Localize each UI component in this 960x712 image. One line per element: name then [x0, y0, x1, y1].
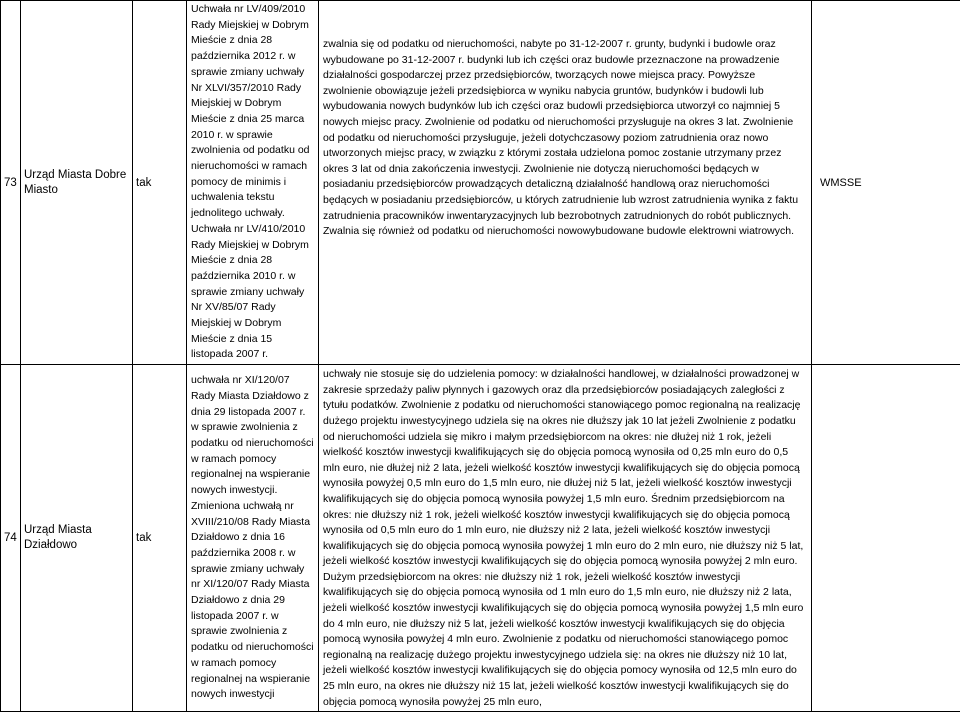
- form-value: tak: [133, 365, 187, 712]
- beneficiary: WMSSE: [812, 1, 960, 365]
- legal-basis: uchwała nr XI/120/07 Rady Miasta Działdowo z dnia 29 listopada 2007 r. w sprawie zwolnienia z podatku od nieruchomości w ramach pomocy regionalnej na wspieranie nowych inwestycji. Zmieniona uchwałą nr XVIII/210/08 Rady Miasta Działdowo z dnia 16 października 2008 r. w sprawie zmiany uchwały nr XI/120/07 Rady Miasta Działdowo z dnia 29 listopada 2007 r. w sprawie zwolnienia z podatku od nieruchomości w ramach pomocy regionalnej na wspieranie nowych inwestycji: [187, 365, 319, 712]
- legal-basis: Uchwała nr LV/409/2010 Rady Miejskiej w Dobrym Mieście z dnia 28 października 2012 r. w sprawie zmiany uchwały Nr XLVI/357/2010 Rady Miejskiej w Dobrym Mieście z dnia 25 marca 2010 r. w sprawie zwolnienia od podatku od nieruchomości w ramach pomocy de minimis i uchwalenia tekstu jednolitego uchwały. Uchwała nr LV/410/2010 Rady Miejskiej w Dobrym Mieście z dnia 28 października 2010 r. w sprawie zmiany uchwały Nr XV/85/07 Rady Miejskiej w Dobrym Mieście z dnia 15 listopada 2007 r.: [187, 1, 319, 365]
- relief-content: zwalnia się od podatku od nieruchomości, nabyte po 31-12-2007 r. grunty, budynki i budowle oraz wybudowane po 31-12-2007 r. budynki lub ich części oraz budowle przeznaczone na prowadzenie działalności gospodarczej przez przedsiębiorców, tworzących nowe miejsca pracy. Powyższe zwolnienie obowiązuje jeżeli przedsiębiorca w wyniku nabycia gruntów, budynków i budowli lub wybudowania nowych budynków lub ich części oraz budowli przedsiębiorca utworzył co najmniej 5 nowych miejsc pracy. Zwolnienie od podatku od nieruchomości przysługuje na okres 3 lat. Zwolnienie od podatku od nieruchomości przysługuje, jeżeli dotychczasowy poziom zatrudnienia oraz nowo utworzonych miejsc pracy, w związku z którymi została udzielona pomoc zostanie utrzymany przez okres 3 lat od dnia zakończenia inwestycji. Zwolnienie nie dotyczą nieruchomości będących w posiadaniu przedsiębiorców prowadzących detaliczną działalność handlową oraz nieruchomości będących w posiadaniu przedsiębiorców, u których zatrudnienie lub wzrost zatrudnienia wynika z faktu zatrudnienia pracowników inwentaryzacyjnych lub bezrobotnych zatrudnionych do robót publicznych. Zwalnia się również od podatku od nieruchomości nowowybudowane budowle elektrowni wiatrowych.: [319, 1, 812, 365]
- row-number: 74: [1, 365, 21, 712]
- form-value: tak: [133, 1, 187, 365]
- beneficiary: [812, 365, 960, 712]
- office-name: Urząd Miasta Działdowo: [21, 365, 133, 712]
- table-row: [1, 365, 960, 712]
- row-number: 73: [1, 1, 21, 365]
- relief-content: uchwały nie stosuje się do udzielenia pomocy: w działalności handlowej, w działalności prowadzonej w zakresie sprzedaży paliw płynnych i gazowych oraz dla przedsiębiorców posiadających zaległości z tytułu podatków. Zwolnienie z podatku od nieruchomości stanowiącego pomoc regionalną na realizację dużego projektu inwestycyjnego udziela się na okres nie dłuższy jak 10 lat jeżeli Zwolnienie z podatku od nieruchomości udziela się mikro i małym przedsiębiorcom na okres: nie dłużej niż 1 rok, jeżeli wielkość kosztów inwestycji kwalifikujących się do objęcia pomocą wynosiła od 0,25 mln euro do 0,5 mln euro, nie dłużej niż 2 lata, jeżeli wielkość kosztów inwestycji kwalifikujących się do objęcia pomocą wynosiła powyżej 0,5 mln euro do 1,5 mln euro, nie dłużej niż 5 lat, jeżeli wielkość kosztów inwestycji kwalifikujących się do objęcia pomocą wynosiła powyżej 1,5 mln euro. Średnim przedsiębiorcom na okres: nie dłuższy niż 1 rok, jeżeli wielkość kosztów inwestycji kwalifikujących się do objęcia pomocą wynosiła od 0,5 mln euro do 1 mln euro, nie dłuższy niż 2 lata, jeżeli wielkość kosztów inwestycji kwalifikujących się do objęcia pomocą wynosiła powyżej 1 mln euro do 2 mln euro, nie dłuższy niż 5 lat, jeżeli wielkość kosztów inwestycji kwalifikujących się do objęcia pomocą wynosiła powyżej 2 mln euro. Dużym przedsiębiorcom na okres: nie dłuższy niż 1 rok, jeżeli wielkość kosztów inwestycji kwalifikujących się do objęcia pomocą wynosiła od 1 mln euro do 1,5 mln euro, nie dłuższy niż 2 lata, jeżeli wielkość kosztów inwestycji kwalifikujących się do objęcia pomocą wynosiła powyżej 1,5 mln euro do 4 mln euro, nie dłuższy niż 5 lat, jeżeli wielkość kosztów inwestycji kwalifikujących się do objęcia pomocą wynosiła powyżej 4 mln euro. Zwolnienie z podatku od nieruchomości stanowiącego pomoc regionalną na realizację dużego projektu inwestycyjnego udziela się: na okres nie dłuższy niż 10 lat, jeżeli wielkość kosztów inwestycji kwalifikujących się do objęcia pomocy wynosiła od 12,5 mln euro do 25 mln euro, na okres nie dłuższy niż 15 lat, jeżeli wielkość kosztów inwestycji kwalifikujących się do objęcia pomocą wynosiła powyżej 25 mln euro,: [319, 365, 812, 712]
- table-row: [1, 1, 960, 365]
- office-name: Urząd Miasta Dobre Miasto: [21, 1, 133, 365]
